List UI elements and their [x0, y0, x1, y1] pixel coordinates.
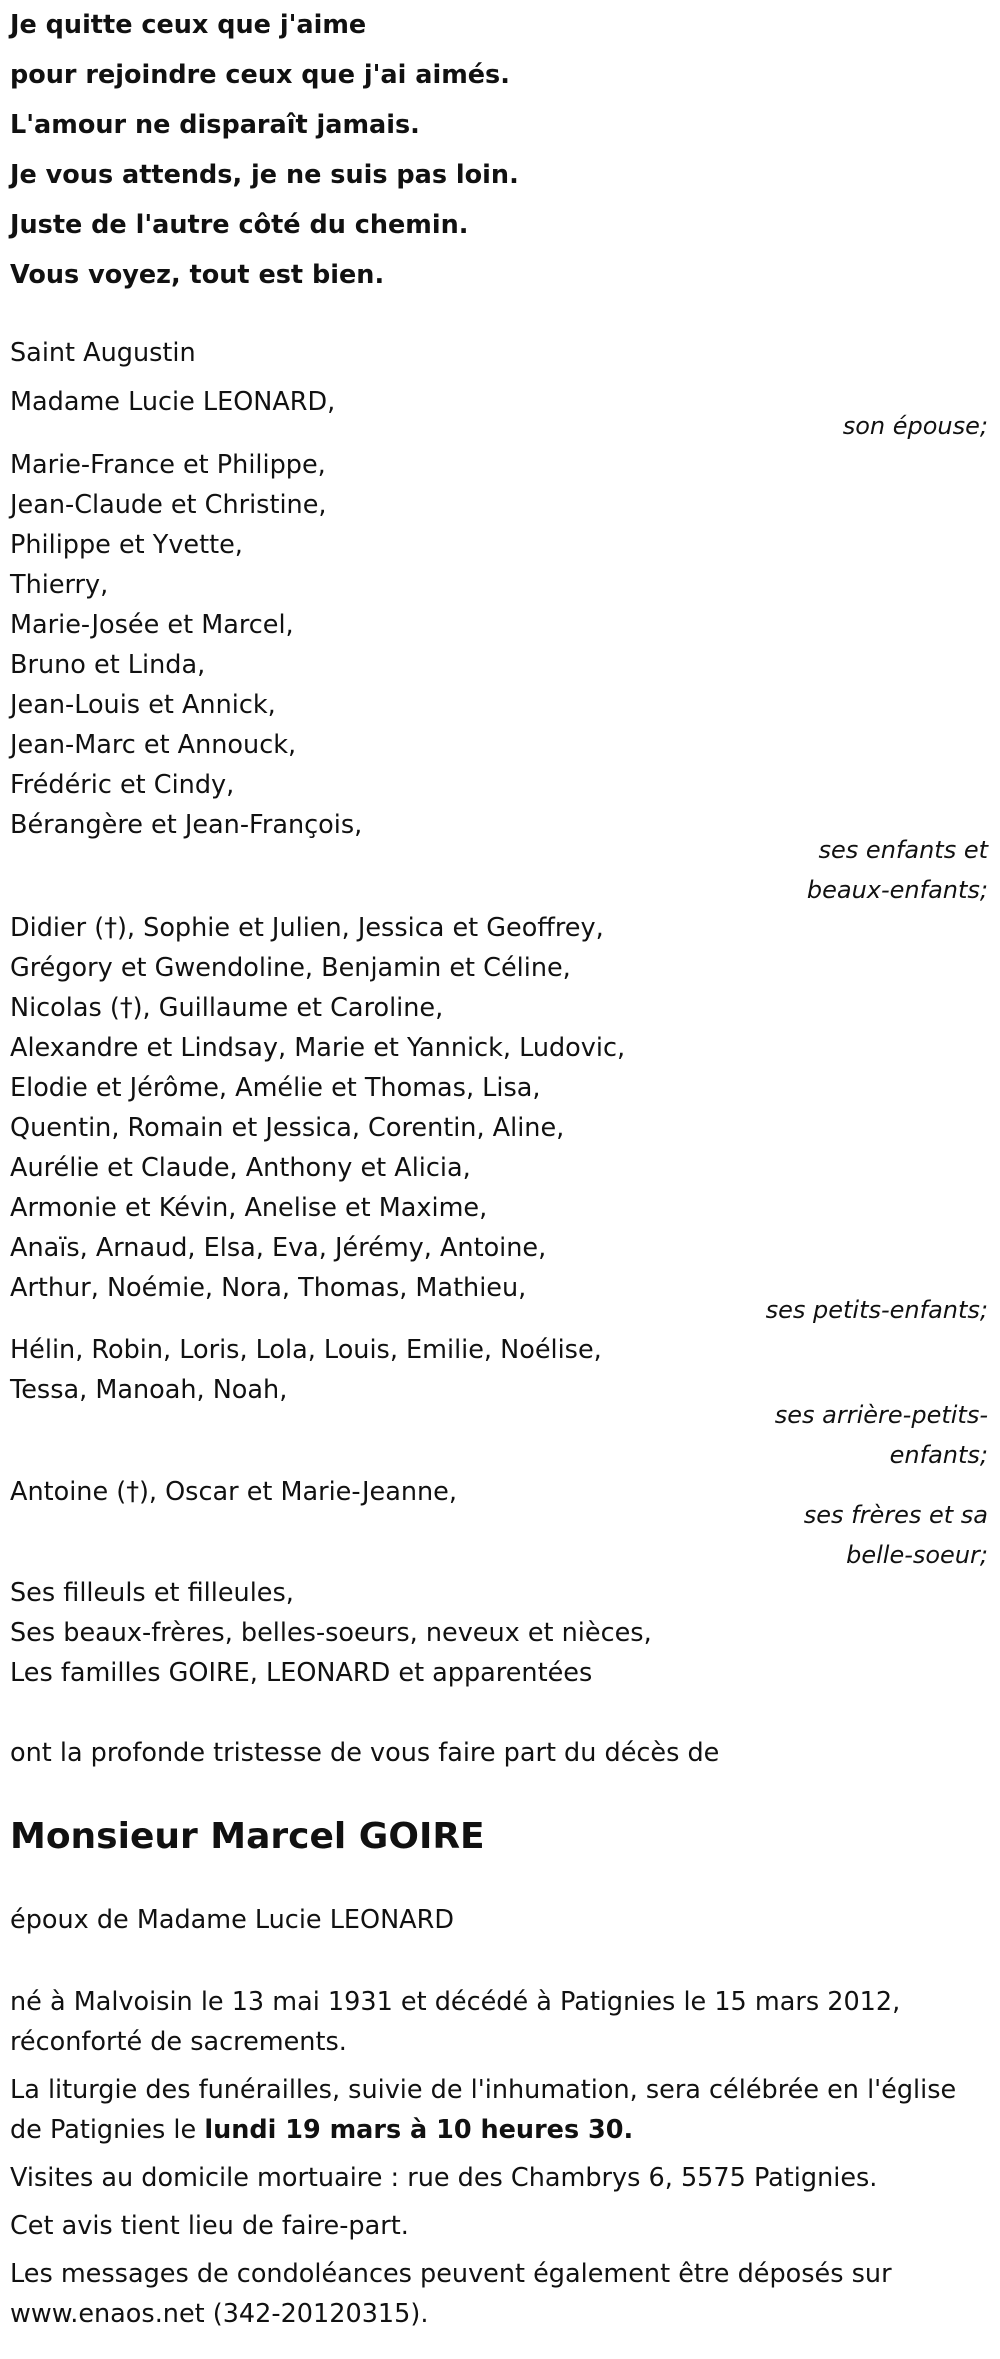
spouse-name: Madame Lucie LEONARD, [10, 387, 336, 417]
poem-line: pour rejoindre ceux que j'ai aimés. [10, 60, 510, 90]
poem-line: L'amour ne disparaît jamais. [10, 110, 420, 140]
child-line: Jean-Louis et Annick, [10, 690, 276, 720]
great-grandchildren-relation: ses arrière-petits- [774, 1401, 988, 1429]
sibling-line: Antoine (†), Oscar et Marie-Jeanne, [10, 1477, 457, 1507]
grandchild-line: Armonie et Kévin, Anelise et Maxime, [10, 1193, 488, 1223]
family-line: Ses beaux-frères, belles-soeurs, neveux et nièces, [10, 1618, 652, 1648]
children-relation: ses enfants et [818, 836, 988, 864]
grandchild-line: Elodie et Jérôme, Amélie et Thomas, Lisa, [10, 1073, 541, 1103]
grandchild-line: Arthur, Noémie, Nora, Thomas, Mathieu, [10, 1273, 527, 1303]
siblings-relation: ses frères et sa [803, 1501, 988, 1529]
poem-line: Je vous attends, je ne suis pas loin. [10, 160, 519, 190]
siblings-relation: belle-soeur; [846, 1541, 988, 1569]
poem-line: Je quitte ceux que j'aime [10, 10, 367, 40]
child-line: Bruno et Linda, [10, 650, 206, 680]
family-line: Les familles GOIRE, LEONARD et apparentées [10, 1658, 593, 1688]
condolences-line: Les messages de condoléances peuvent également être déposés sur [10, 2259, 892, 2289]
notice-line: Cet avis tient lieu de faire-part. [10, 2211, 409, 2241]
announcement: ont la profonde tristesse de vous faire part du décès de [10, 1738, 720, 1768]
great-grandchild-line: Tessa, Manoah, Noah, [10, 1375, 288, 1405]
grandchildren-relation: ses petits-enfants; [765, 1296, 988, 1324]
poem-line: Vous voyez, tout est bien. [10, 260, 385, 290]
deceased-spouse-line: époux de Madame Lucie LEONARD [10, 1905, 454, 1935]
great-grandchild-line: Hélin, Robin, Loris, Lola, Louis, Emilie, Noélise, [10, 1335, 602, 1365]
liturgy-date: lundi 19 mars à 10 heures 30. [204, 2115, 634, 2145]
grandchild-line: Anaïs, Arnaud, Elsa, Eva, Jérémy, Antoine, [10, 1233, 547, 1263]
children-relation: beaux-enfants; [806, 876, 988, 904]
condolences-line: www.enaos.net (342-20120315). [10, 2299, 429, 2329]
child-line: Marie-France et Philippe, [10, 450, 326, 480]
birth-death-line: réconforté de sacrements. [10, 2027, 347, 2057]
child-line: Philippe et Yvette, [10, 530, 243, 560]
child-line: Frédéric et Cindy, [10, 770, 235, 800]
child-line: Marie-Josée et Marcel, [10, 610, 294, 640]
poem-source: Saint Augustin [10, 338, 196, 368]
child-line: Thierry, [10, 570, 109, 600]
child-line: Jean-Claude et Christine, [10, 490, 327, 520]
grandchild-line: Aurélie et Claude, Anthony et Alicia, [10, 1153, 471, 1183]
liturgy-line [10, 2110, 633, 2150]
grandchild-line: Grégory et Gwendoline, Benjamin et Céline, [10, 953, 571, 983]
liturgy-line: La liturgie des funérailles, suivie de l'inhumation, sera célébrée en l'église [10, 2075, 957, 2105]
grandchild-line: Nicolas (†), Guillaume et Caroline, [10, 993, 444, 1023]
visits-line: Visites au domicile mortuaire : rue des Chambrys 6, 5575 Patignies. [10, 2163, 878, 2193]
child-line: Bérangère et Jean-François, [10, 810, 363, 840]
family-line: Ses filleuls et filleules, [10, 1578, 294, 1608]
child-line: Jean-Marc et Annouck, [10, 730, 297, 760]
great-grandchildren-relation: enfants; [889, 1441, 988, 1469]
deceased-name: Monsieur Marcel GOIRE [10, 1816, 485, 1857]
grandchild-line: Alexandre et Lindsay, Marie et Yannick, Ludovic, [10, 1033, 626, 1063]
poem-line: Juste de l'autre côté du chemin. [10, 210, 469, 240]
grandchild-line: Didier (†), Sophie et Julien, Jessica et Geoffrey, [10, 913, 604, 943]
spouse-relation: son épouse; [842, 412, 988, 440]
grandchild-line: Quentin, Romain et Jessica, Corentin, Aline, [10, 1113, 565, 1143]
birth-death-line: né à Malvoisin le 13 mai 1931 et décédé à Patignies le 15 mars 2012, [10, 1987, 901, 2017]
liturgy-prefix: de Patignies le [10, 2115, 205, 2145]
